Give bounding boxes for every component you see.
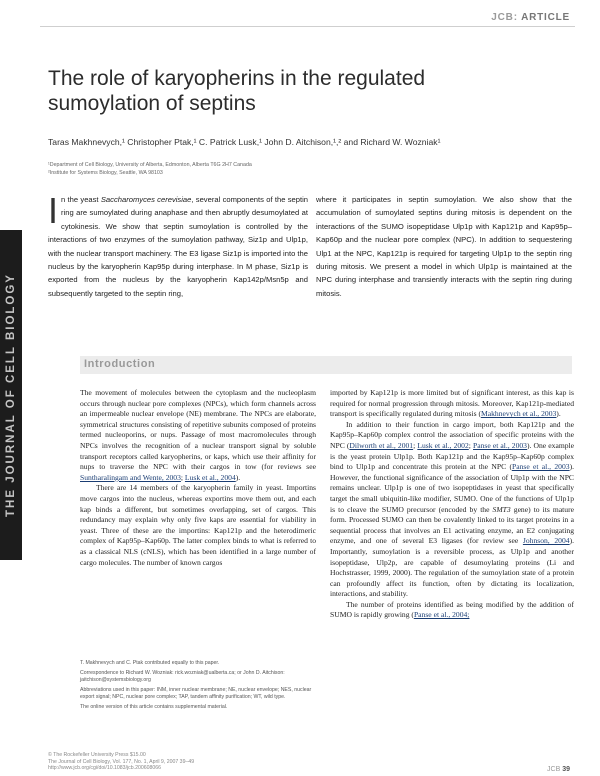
citation-link[interactable]: Panse et al., 2003 bbox=[511, 462, 570, 472]
abstract-column-1 bbox=[48, 190, 308, 300]
footnote: T. Makhnevych and C. Ptak contributed equally to this paper. bbox=[80, 660, 220, 666]
doi-link[interactable]: http://www.jcb.org/cgi/doi/10.1083/jcb.200608066 bbox=[48, 765, 162, 771]
body-paragraph bbox=[330, 600, 574, 621]
citation-link[interactable]: Panse et al., 2004; bbox=[413, 610, 470, 620]
body-text: In addition to their function in cargo import, both Kap121p and the Kap95p–Kap60p complex control the association of specific proteins with the NPC ( bbox=[330, 419, 574, 450]
footer-journal: JCB bbox=[547, 766, 561, 773]
body-text: The number of proteins identified as being modified by the addition of SUMO is rapidly growing ( bbox=[330, 599, 574, 620]
abstract-dropcap: I bbox=[48, 190, 59, 231]
page-number: 39 bbox=[562, 766, 570, 773]
body-paragraph bbox=[330, 420, 574, 600]
citation-link[interactable]: Suntharalingam and Wente, 2003 bbox=[80, 472, 181, 482]
body-text: ). Importantly, sumoylation is a reversible process, as Ulp1p and another isopeptidase, Ulp2p, are capable of desumoylating proteins (Li and Hochstrasser, 1999, 2000). The regulation of the sumoylation state of a protein can profoundly affect its function, often by dictating its localization, interactions, and stability. bbox=[330, 536, 575, 599]
species-name: Saccharomyces cerevisiae bbox=[100, 195, 192, 204]
copyright-line: © The Rockefeller University Press $15.00 bbox=[48, 752, 146, 758]
footnote-abbreviations: Abbreviations used in this paper: INM, inner nuclear membrane; NE, nuclear envelope; NES, nuclear export signal; NPC, nuclear pore complex; TAP, tandem affinity purification; WT, wild type. bbox=[80, 687, 312, 700]
body-paragraph: There are 14 members of the karyopherin family in yeast. Importins move cargos into the nucleus, whereas exportins move them out, and each kap binds a different, but sometimes overlapping, set of cargos. This redundancy may explain why only five kaps are essential for viability in yeast. Three of these are the importins: Kap121p and the heterodimeric complex of Kap95p–Kap60p. The latter complex binds to what is referred to as a classical NLS (cNLS), which has been identified in a large number of cargo molecules. The number of known cargos bbox=[80, 483, 316, 567]
author-list: Taras Makhnevych,¹ Christopher Ptak,¹ C. Patrick Lusk,¹ John D. Aitchison,¹,² and Richard W. Wozniak¹ bbox=[48, 137, 441, 147]
body-text: ). One example is the yeast protein Ulp1p. Both Kap121p and the Kap95p–Kap60p complex bind to Ulp1p and concentrate this protein at the NPC ( bbox=[330, 440, 574, 472]
section-heading: Introduction bbox=[84, 358, 156, 370]
body-column-2 bbox=[330, 388, 574, 621]
affiliation-1: ¹Department of Cell Biology, University of Alberta, Edmonton, Alberta T6G 2H7 Canada bbox=[48, 162, 252, 168]
body-text: ; bbox=[180, 472, 185, 482]
page-footer bbox=[547, 766, 570, 773]
abstract-text: , several components of the septin ring are sumoylated during anaphase and then abruptly desumoylated at cytokinesis. We show that septin sumoylation is controlled by the interactions of two enzymes of the sumoylation pathway, Siz1p and Ulp1p, with the nuclear transport machinery. The E3 ligase Siz1p is imported into the nucleus by the karyopherin Kap95p during interphase. In M phase, Siz1p is exported from the nucleus by the karyopherin Kap142p/Msn5p and subsequently targeted to the septin ring, bbox=[48, 195, 308, 298]
footnote: The online version of this article contains supplemental material. bbox=[80, 704, 228, 710]
footnote-correspondence: Correspondence to Richard W. Wozniak: rick.wozniak@ualberta.ca; or John D. Aitchison: jaitchison@systemsbiology.org bbox=[80, 670, 285, 683]
article-title: The role of karyopherins in the regulated sumoylation of septins bbox=[48, 67, 426, 115]
citation-link[interactable]: Johnson, 2004 bbox=[522, 536, 570, 546]
journal-short-name: JCB: bbox=[491, 12, 518, 23]
body-text: The movement of molecules between the cytoplasm and the nucleoplasm occurs through nuclear pore complexes (NPCs), which form channels across an impermeable nuclear envelope (NE) membrane. The NPCs are elaborate, symmetrical structures consisting of repetitive subunits composed of proteins termed nucleoporins, or nups. Passage of most macromolecules through NPCs involves the recognition of a nuclear transport signal by soluble transport receptors called karyopherins, or kaps, which use their affinity for nups to traverse the NPC with their cargos in tow (for reviews see bbox=[80, 388, 316, 472]
journal-section-tag bbox=[491, 12, 570, 23]
citation-link[interactable]: Makhnevych et al., 2003 bbox=[481, 409, 557, 419]
abstract-column-2: where it participates in septin sumoylation. We also show that the accumulation of sumoylated septins during mitosis is dependent on the interactions of the SUMO isopeptidase Ulp1p with Kap121p and Kap95p–Kap60p and the nuclear pore complex (NPC). In addition to sequestering Ulp1 at the NPC, Kap121p is required for targeting Ulp1p to the septin ring during mitosis. We present a model in which Ulp1p is maintained at the NPC during interphase and transiently interacts with the septin ring during mitosis. bbox=[316, 195, 572, 298]
body-text: ). bbox=[235, 472, 241, 482]
citation-link[interactable]: Lusk et al., 2004 bbox=[184, 472, 236, 482]
abstract-text: n the yeast bbox=[61, 195, 101, 204]
body-text: gene) to its mature form. Processed SUMO can then be covalently linked to its target proteins in a sequential process that involves an E1 activating enzyme, an E2 conjugating enzyme, and one of several E3 ligases (for review see bbox=[330, 504, 574, 546]
body-text: ). bbox=[556, 409, 561, 419]
copyright-block bbox=[48, 752, 194, 772]
gene-name: SMT3 bbox=[492, 504, 511, 514]
body-text: imported by Kap121p is more limited but of significant interest, as this kap is required for normal progression through mitosis. Moreover, Kap121p-mediated transport is specifically regulated during mitosis ( bbox=[330, 388, 574, 419]
affiliations bbox=[48, 161, 548, 177]
body-text: ; bbox=[413, 440, 418, 450]
body-paragraph bbox=[330, 388, 574, 420]
body-paragraph bbox=[80, 388, 316, 483]
body-column-1 bbox=[80, 388, 316, 568]
article-type: ARTICLE bbox=[521, 12, 570, 23]
affiliation-2: ²Institute for Systems Biology, Seattle, WA 98103 bbox=[48, 170, 163, 176]
citation-link[interactable]: Lusk et al., 2002 bbox=[417, 440, 469, 450]
header-divider bbox=[40, 26, 575, 27]
body-text: ; bbox=[468, 440, 473, 450]
citation-link[interactable]: Dilworth et al., 2001 bbox=[349, 440, 414, 450]
journal-spine-label: THE JOURNAL OF CELL BIOLOGY bbox=[5, 273, 17, 517]
citation-link[interactable]: Panse et al., 2003 bbox=[473, 440, 527, 450]
body-text: ). However, the functional significance of the association of Ulp1p with the NPC remains unclear. Ulp1p is one of two isopeptidases in yeast that specifically target the small ubiquitin-like modifier, SUMO. One of the functions of Ulp1p is to cleave the SUMO precursor (encoded by the bbox=[330, 462, 575, 514]
citation-line: The Journal of Cell Biology, Vol. 177, No. 1, April 9, 2007 39–49 bbox=[48, 758, 195, 765]
footnotes bbox=[80, 660, 316, 714]
